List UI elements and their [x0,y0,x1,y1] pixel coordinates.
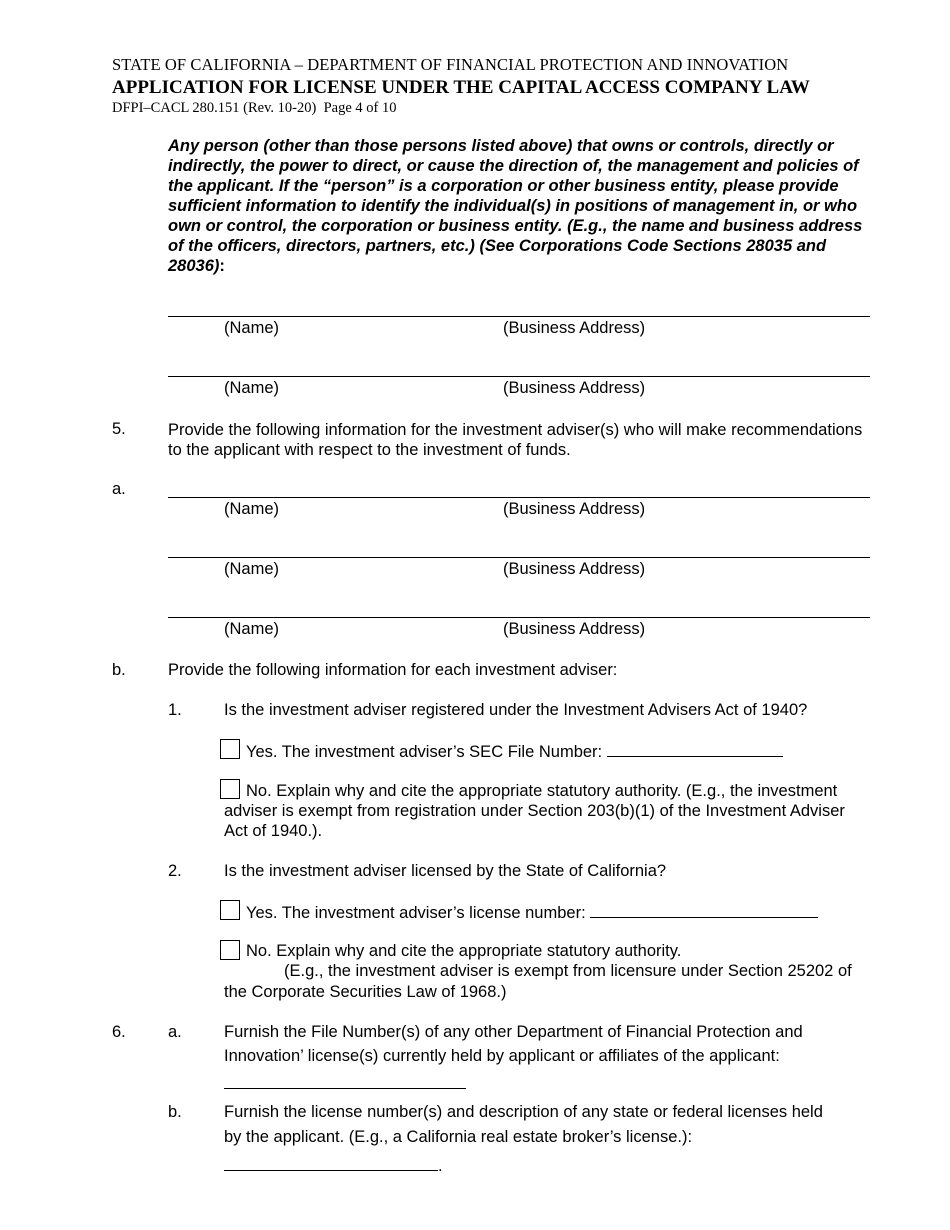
owner-2-name-label: (Name) [224,379,280,397]
q5a-label: a. [112,480,126,498]
q6b-line2: by the applicant. (E.g., a California real estate broker’s license.): [224,1128,693,1146]
q5b1-text: Is the investment adviser registered under the Investment Advisers Act of 1940? [224,701,808,719]
q5b1-yes-row [246,741,783,762]
q6a-file-number-field[interactable] [224,1074,466,1089]
intro-colon: : [219,257,225,275]
form-id-line [112,100,396,117]
form-title: APPLICATION FOR LICENSE UNDER THE CAPITAL ACCESS COMPANY LAW [112,77,810,98]
q5b1-number: 1. [168,701,182,719]
adviser-2-name-label: (Name) [224,560,280,578]
q5b-text: Provide the following information for each investment adviser: [168,661,618,679]
q5b2-text: Is the investment adviser licensed by the State of California? [224,862,667,880]
q5b2-no-line1: No. Explain why and cite the appropriate statutory authority. [246,942,682,960]
intro-text: Any person (other than those persons listed above) that owns or controls, directly or indirectly, the power to direct, or cause the direction of, the management and policies of the applicant. If the “person” is a corporation or other business entity, please provide sufficient information to identify the individual(s) in positions of management in, or who own or control, the corporation or business entity. (E.g., the name and business address of the officers, directors, partners, etc.) (See Corporations Code Sections 28035 and 28036) [168,137,863,275]
owner-2-line[interactable] [168,376,870,377]
owner-1-line[interactable] [168,316,870,317]
q5b-label: b. [112,661,126,679]
adviser-2-address-label: (Business Address) [503,560,646,578]
adviser-3-address-label: (Business Address) [503,620,646,638]
owner-1-address-label: (Business Address) [503,319,646,337]
adviser-3-line[interactable] [168,617,870,618]
q6b-period: . [438,1157,443,1175]
q5b2-no-checkbox[interactable] [220,940,240,960]
q6a-label: a. [168,1023,182,1041]
q5b2-no-line3: the Corporate Securities Law of 1968.) [224,983,507,1001]
intro-paragraph [168,136,876,276]
q5b1-yes-checkbox[interactable] [220,739,240,759]
q6-number: 6. [112,1023,126,1041]
adviser-1-address-label: (Business Address) [503,500,646,518]
owner-1-name-label: (Name) [224,319,280,337]
q5-text: Provide the following information for the investment adviser(s) who will make recommendations to the applicant with respect to the investment of funds. [168,421,863,459]
q5b1-no-text: No. Explain why and cite the appropriate statutory authority. (E.g., the investment adviser is exempt from registration under Section 203(b)(1) of the Investment Adviser Act of 1940.). [224,782,845,840]
adviser-2-line[interactable] [168,557,870,558]
q6a-line2: Innovation’ license(s) currently held by applicant or affiliates of the applicant: [224,1047,780,1065]
adviser-1-line[interactable] [168,497,870,498]
q5b2-no-line2: (E.g., the investment adviser is exempt from licensure under Section 25202 of [284,962,852,980]
form-id: DFPI–CACL 280.151 (Rev. 10-20) [112,100,317,116]
q5b1-yes-text: Yes. The investment adviser’s SEC File Number: [246,743,603,761]
owner-2-address-label: (Business Address) [503,379,646,397]
q6b-row [224,1155,443,1176]
agency-name: STATE OF CALIFORNIA – DEPARTMENT OF FINANCIAL PROTECTION AND INNOVATION [112,55,789,74]
q6a-line1: Furnish the File Number(s) of any other Department of Financial Protection and [224,1023,803,1041]
q6b-line1: Furnish the license number(s) and description of any state or federal licenses held [224,1103,823,1121]
q5b2-yes-text: Yes. The investment adviser’s license number: [246,904,586,922]
adviser-3-name-label: (Name) [224,620,280,638]
q6b-label: b. [168,1103,182,1121]
q6b-license-field[interactable] [224,1155,438,1171]
adviser-1-name-label: (Name) [224,500,280,518]
q5b2-number: 2. [168,862,182,880]
q5b2-yes-checkbox[interactable] [220,900,240,920]
page-number: Page 4 of 10 [323,100,397,116]
q5-number: 5. [112,420,126,438]
q5b2-yes-row [246,902,818,923]
sec-file-number-field[interactable] [607,741,783,757]
ca-license-number-field[interactable] [590,902,818,918]
